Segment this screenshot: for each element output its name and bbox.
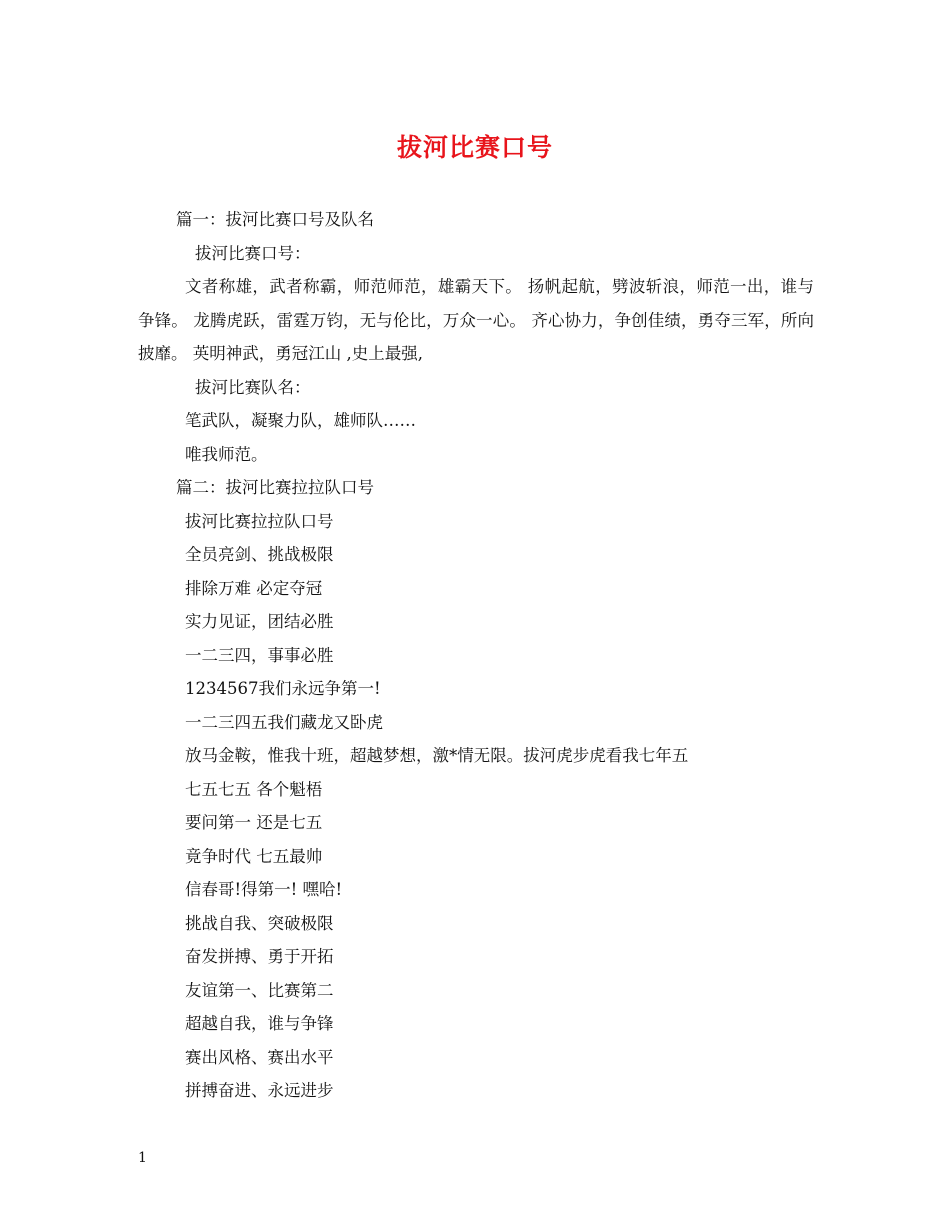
cheer-line: 排除万难 必定夺冠 xyxy=(185,578,323,598)
cheer-line: 友谊第一、比赛第二 xyxy=(185,980,334,1000)
closing-line: 唯我师范。 xyxy=(185,444,268,464)
cheer-line: 超越自我，谁与争锋 xyxy=(185,1014,334,1033)
team-names-line: 笔武队，凝聚力队，雄师队…… xyxy=(185,411,416,430)
cheer-line: 奋发拼搏、勇于开拓 xyxy=(185,947,334,966)
section2-heading: 篇二：拔河比赛拉拉队口号 xyxy=(176,478,374,497)
document-title: 拔河比赛口号 xyxy=(396,133,553,162)
cheer-line: 放马金鞍，惟我十班，超越梦想，激*情无限。拔河虎步虎看我七年五 xyxy=(185,746,689,765)
cheer-line: 信春哥!得第一! 嘿哈! xyxy=(185,880,343,899)
slogan-heading: 拔河比赛口号： xyxy=(195,243,311,263)
cheer-line: 七五七五 各个魁梧 xyxy=(185,779,323,799)
cheer-line: 拼搏奋进、永远进步 xyxy=(185,1081,334,1100)
cheer-line: 竟争时代 七五最帅 xyxy=(185,846,323,866)
cheer-lines-list xyxy=(138,505,814,1108)
team-name-heading: 拔河比赛队名： xyxy=(195,377,311,397)
cheer-line: 要问第一 还是七五 xyxy=(185,813,323,832)
document-body xyxy=(138,203,814,1108)
slogan-paragraph: 文者称雄，武者称霸，师范师范，雄霸天下。 扬帆起航，劈波斩浪，师范一出，谁与争锋。 龙腾虎跃，雷霆万钧，无与伦比，万众一心。 齐心协力，争创佳绩，勇夺三军，所向披靡。 英明神武，勇冠江山 ,史上最强, xyxy=(138,277,814,363)
cheer-line: 全员亮剑、挑战极限 xyxy=(185,545,334,564)
cheer-line: 拔河比赛拉拉队口号 xyxy=(185,511,334,531)
section1-heading: 篇一：拔河比赛口号及队名 xyxy=(176,210,374,229)
cheer-line: 一二三四五我们藏龙又卧虎 xyxy=(185,712,383,732)
cheer-line: 实力见证，团结必胜 xyxy=(185,612,334,631)
cheer-line: 1234567我们永远争第一! xyxy=(185,679,381,698)
page-number: 1 xyxy=(138,1150,147,1166)
cheer-line: 一二三四，事事必胜 xyxy=(185,645,334,665)
cheer-line: 赛出风格、赛出水平 xyxy=(185,1047,334,1067)
cheer-line: 挑战自我、突破极限 xyxy=(185,913,334,933)
